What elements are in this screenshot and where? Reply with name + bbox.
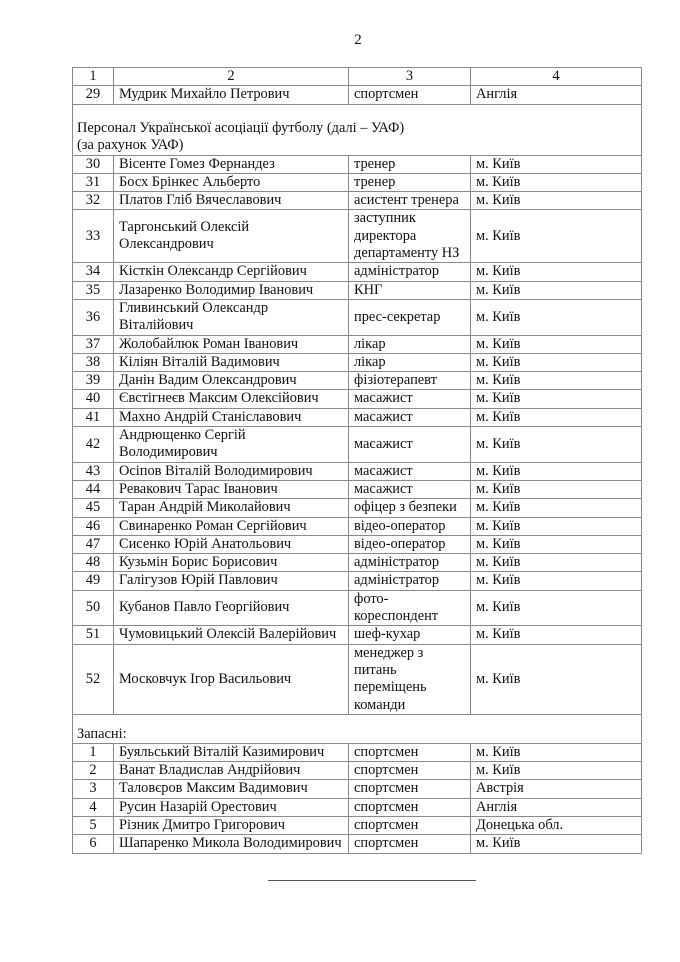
person-location: м. Київ xyxy=(471,281,642,299)
column-number-1: 1 xyxy=(73,68,114,86)
person-location: м. Київ xyxy=(471,499,642,517)
person-name: Чумовицький Олексій Валерійович xyxy=(114,626,349,644)
table-row xyxy=(73,390,642,408)
end-of-document-rule xyxy=(268,880,476,881)
table-row xyxy=(73,517,642,535)
person-name: Московчук Ігор Васильович xyxy=(114,644,349,714)
person-location: м. Київ xyxy=(471,299,642,335)
table-row xyxy=(73,192,642,210)
table-row xyxy=(73,572,642,590)
person-role: спортсмен xyxy=(349,835,471,853)
person-name: Таран Андрій Миколайович xyxy=(114,499,349,517)
person-location: м. Київ xyxy=(471,372,642,390)
person-location: м. Київ xyxy=(471,835,642,853)
roster-table xyxy=(72,67,642,854)
table-row xyxy=(73,554,642,572)
table-row xyxy=(73,210,642,263)
person-name: Кузьмін Борис Борисович xyxy=(114,554,349,572)
person-role: спортсмен xyxy=(349,743,471,761)
table-row xyxy=(73,427,642,463)
row-number: 6 xyxy=(73,835,114,853)
person-name: Андрющенко Сергій Володимирович xyxy=(114,427,349,463)
person-name: Осіпов Віталій Володимирович xyxy=(114,462,349,480)
person-role: асистент тренера xyxy=(349,192,471,210)
person-name: Галігузов Юрій Павлович xyxy=(114,572,349,590)
row-number: 37 xyxy=(73,335,114,353)
column-number-4: 4 xyxy=(471,68,642,86)
row-number: 30 xyxy=(73,155,114,173)
person-role: прес-секретар xyxy=(349,299,471,335)
person-role: лікар xyxy=(349,353,471,371)
reserve-section-title: Запасні: xyxy=(73,714,642,743)
row-number: 35 xyxy=(73,281,114,299)
row-number: 4 xyxy=(73,798,114,816)
row-number: 49 xyxy=(73,572,114,590)
person-role: менеджер з питань переміщень команди xyxy=(349,644,471,714)
person-name: Таловєров Максим Вадимович xyxy=(114,780,349,798)
person-role: КНГ xyxy=(349,281,471,299)
row-number: 46 xyxy=(73,517,114,535)
person-location: м. Київ xyxy=(471,462,642,480)
table-row xyxy=(73,86,642,104)
table-row xyxy=(73,408,642,426)
person-role: спортсмен xyxy=(349,762,471,780)
person-name: Сисенко Юрій Анатольович xyxy=(114,535,349,553)
person-name: Платов Гліб Вячеславович xyxy=(114,192,349,210)
table-row xyxy=(73,743,642,761)
person-location: м. Київ xyxy=(471,192,642,210)
person-role: масажист xyxy=(349,480,471,498)
table-row xyxy=(73,281,642,299)
row-number: 44 xyxy=(73,480,114,498)
person-role: масажист xyxy=(349,390,471,408)
person-location: м. Київ xyxy=(471,335,642,353)
person-role: масажист xyxy=(349,427,471,463)
person-name: Русин Назарій Орестович xyxy=(114,798,349,816)
person-role: масажист xyxy=(349,408,471,426)
person-name: Буяльський Віталій Казимирович xyxy=(114,743,349,761)
person-location: м. Київ xyxy=(471,155,642,173)
person-name: Махно Андрій Станіславович xyxy=(114,408,349,426)
person-location: м. Київ xyxy=(471,210,642,263)
row-number: 3 xyxy=(73,780,114,798)
person-name: Мудрик Михайло Петрович xyxy=(114,86,349,104)
row-number: 52 xyxy=(73,644,114,714)
row-number: 50 xyxy=(73,590,114,626)
table-row xyxy=(73,173,642,191)
person-role: спортсмен xyxy=(349,780,471,798)
person-location: м. Київ xyxy=(471,590,642,626)
row-number: 48 xyxy=(73,554,114,572)
person-name: Жолобайлюк Роман Іванович xyxy=(114,335,349,353)
person-role: відео-оператор xyxy=(349,517,471,535)
row-number: 41 xyxy=(73,408,114,426)
reserve-section-header xyxy=(73,714,642,743)
table-row xyxy=(73,263,642,281)
person-name: Вісенте Гомез Фернандез xyxy=(114,155,349,173)
row-number: 36 xyxy=(73,299,114,335)
row-number: 29 xyxy=(73,86,114,104)
row-number: 38 xyxy=(73,353,114,371)
person-location: м. Київ xyxy=(471,762,642,780)
person-name: Свинаренко Роман Сергійович xyxy=(114,517,349,535)
row-number: 32 xyxy=(73,192,114,210)
row-number: 33 xyxy=(73,210,114,263)
person-role: офіцер з безпеки xyxy=(349,499,471,517)
person-name: Євстігнеєв Максим Олексійович xyxy=(114,390,349,408)
person-role: спортсмен xyxy=(349,86,471,104)
person-name: Кісткін Олександр Сергійович xyxy=(114,263,349,281)
row-number: 45 xyxy=(73,499,114,517)
column-number-header-row xyxy=(73,68,642,86)
table-row xyxy=(73,372,642,390)
row-number: 5 xyxy=(73,816,114,834)
table-row xyxy=(73,299,642,335)
table-row xyxy=(73,798,642,816)
person-location: Англія xyxy=(471,798,642,816)
table-row xyxy=(73,155,642,173)
person-role: адміністратор xyxy=(349,572,471,590)
person-role: спортсмен xyxy=(349,816,471,834)
person-role: лікар xyxy=(349,335,471,353)
row-number: 51 xyxy=(73,626,114,644)
person-name: Ревакович Тарас Іванович xyxy=(114,480,349,498)
column-number-2: 2 xyxy=(114,68,349,86)
person-name: Ванат Владислав Андрійович xyxy=(114,762,349,780)
person-location: Англія xyxy=(471,86,642,104)
person-location: м. Київ xyxy=(471,554,642,572)
roster-body xyxy=(73,68,642,854)
table-row xyxy=(73,780,642,798)
person-role: відео-оператор xyxy=(349,535,471,553)
table-row xyxy=(73,535,642,553)
row-number: 40 xyxy=(73,390,114,408)
person-name: Данін Вадим Олександрович xyxy=(114,372,349,390)
person-location: м. Київ xyxy=(471,517,642,535)
person-role: тренер xyxy=(349,173,471,191)
person-location: м. Київ xyxy=(471,480,642,498)
table-row xyxy=(73,462,642,480)
person-location: Австрія xyxy=(471,780,642,798)
person-location: м. Київ xyxy=(471,353,642,371)
person-role: шеф-кухар xyxy=(349,626,471,644)
person-location: м. Київ xyxy=(471,743,642,761)
person-role: масажист xyxy=(349,462,471,480)
row-number: 34 xyxy=(73,263,114,281)
person-name: Кубанов Павло Георгійович xyxy=(114,590,349,626)
person-location: м. Київ xyxy=(471,263,642,281)
person-name: Гливинський Олександр Віталійович xyxy=(114,299,349,335)
person-location: м. Київ xyxy=(471,535,642,553)
person-role: фото-кореспондент xyxy=(349,590,471,626)
row-number: 43 xyxy=(73,462,114,480)
person-role: спортсмен xyxy=(349,798,471,816)
table-row xyxy=(73,816,642,834)
staff-section-title-line2: (за рахунок УАФ) xyxy=(77,137,184,154)
person-name: Шапаренко Микола Володимирович xyxy=(114,835,349,853)
table-row xyxy=(73,499,642,517)
person-location: м. Київ xyxy=(471,644,642,714)
row-number: 1 xyxy=(73,743,114,761)
row-number: 39 xyxy=(73,372,114,390)
person-location: м. Київ xyxy=(471,173,642,191)
person-name: Лазаренко Володимир Іванович xyxy=(114,281,349,299)
table-row xyxy=(73,626,642,644)
person-role: тренер xyxy=(349,155,471,173)
person-location: м. Київ xyxy=(471,427,642,463)
staff-section-title-line1: Персонал Української асоціації футболу (далі – УАФ) xyxy=(77,120,405,136)
staff-section-header xyxy=(73,104,642,155)
person-location: м. Київ xyxy=(471,390,642,408)
row-number: 31 xyxy=(73,173,114,191)
table-row xyxy=(73,762,642,780)
person-role: заступник директора департаменту НЗ xyxy=(349,210,471,263)
person-role: адміністратор xyxy=(349,263,471,281)
staff-section-title xyxy=(73,104,642,155)
person-name: Різник Дмитро Григорович xyxy=(114,816,349,834)
row-number: 47 xyxy=(73,535,114,553)
table-row xyxy=(73,644,642,714)
person-location: м. Київ xyxy=(471,626,642,644)
person-role: адміністратор xyxy=(349,554,471,572)
row-number: 2 xyxy=(73,762,114,780)
column-number-3: 3 xyxy=(349,68,471,86)
person-location: Донецька обл. xyxy=(471,816,642,834)
table-row xyxy=(73,335,642,353)
page-number: 2 xyxy=(354,32,362,48)
person-location: м. Київ xyxy=(471,408,642,426)
person-name: Кіліян Віталій Вадимович xyxy=(114,353,349,371)
table-row xyxy=(73,480,642,498)
table-row xyxy=(73,353,642,371)
person-name: Босх Брінкес Альберто xyxy=(114,173,349,191)
person-location: м. Київ xyxy=(471,572,642,590)
person-role: фізіотерапевт xyxy=(349,372,471,390)
person-name: Таргонський Олексій Олександрович xyxy=(114,210,349,263)
table-row xyxy=(73,835,642,853)
row-number: 42 xyxy=(73,427,114,463)
table-row xyxy=(73,590,642,626)
